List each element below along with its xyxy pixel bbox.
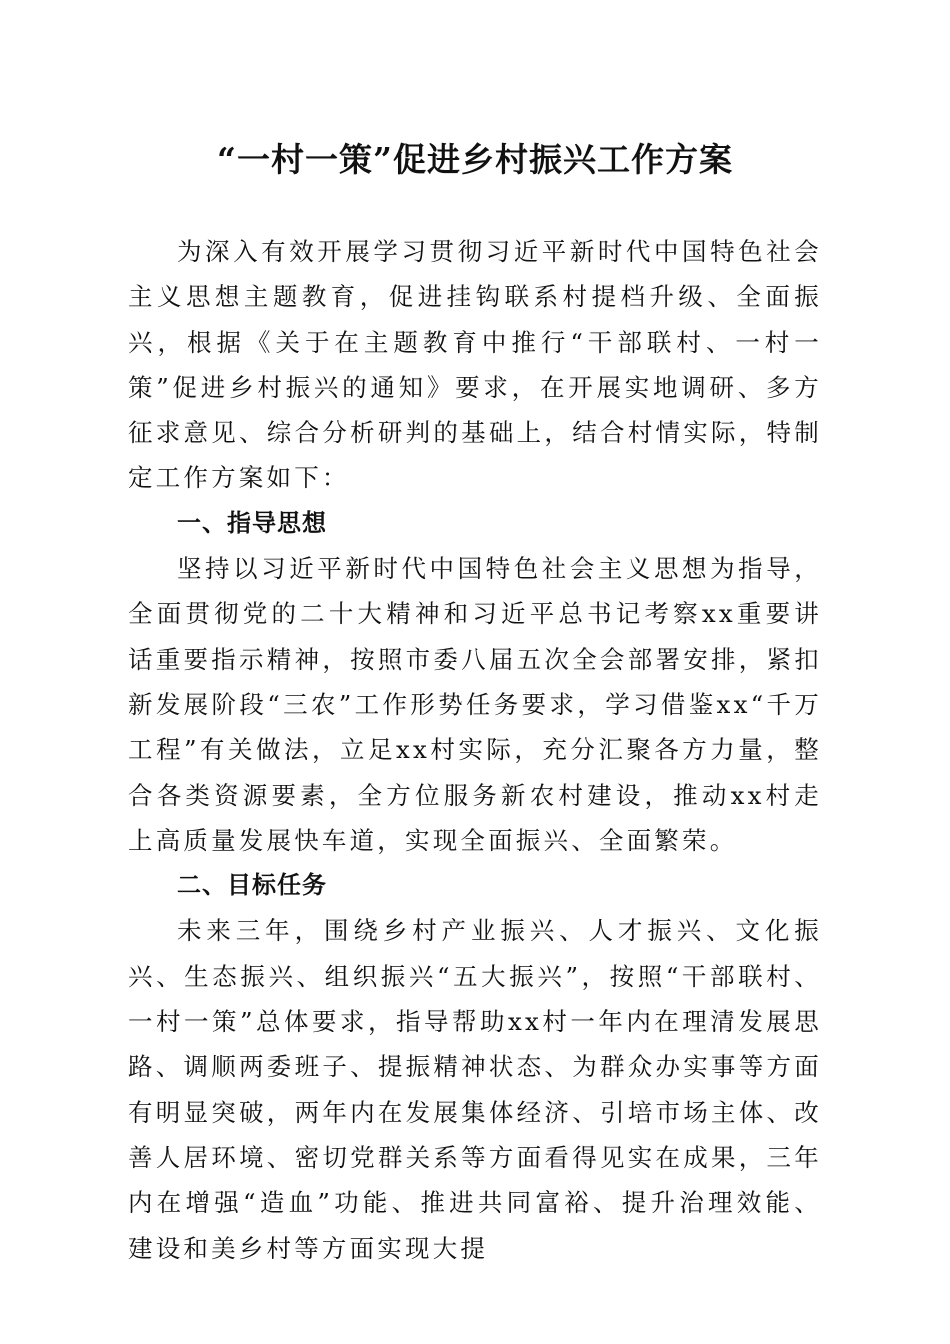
document-title: “一村一策”促进乡村振兴工作方案	[217, 140, 733, 179]
section-heading-guiding-ideology: 一、指导思想	[177, 508, 327, 537]
section-heading-goals-tasks: 二、目标任务	[177, 871, 327, 900]
intro-paragraph: 为深入有效开展学习贯彻习近平新时代中国特色社会主义思想主题教育，促进挂钩联系村提档升级、全面振兴，根据《关于在主题教育中推行“干部联村、一村一策”促进乡村振兴的通知》要求，在开展实地调研、多方征求意见、综合分析研判的基础上，结合村情实际，特制定工作方案如下：	[128, 237, 822, 493]
section-body-guiding-ideology: 坚持以习近平新时代中国特色社会主义思想为指导，全面贯彻党的二十大精神和习近平总书记考察xx重要讲话重要指示精神，按照市委八届五次全会部署安排，紧扣新发展阶段“三农”工作形势任务要求，学习借鉴xx“千万工程”有关做法，立足xx村实际，充分汇聚各方力量，整合各类资源要素，全方位服务新农村建设，推动xx村走上高质量发展快车道，实现全面振兴、全面繁荣。	[128, 554, 822, 855]
document-body	[128, 229, 822, 1271]
section-body-goals-tasks: 未来三年，围绕乡村产业振兴、人才振兴、文化振兴、生态振兴、组织振兴“五大振兴”，按照“干部联村、一村一策”总体要求，指导帮助xx村一年内在理清发展思路、调顺两委班子、提振精神状态、为群众办实事等方面有明显突破，两年内在发展集体经济、引培市场主体、改善人居环境、密切党群关系等方面看得见实在成果，三年内在增强“造血”功能、推进共同富裕、提升治理效能、建设和美乡村等方面实现大提	[128, 916, 822, 1263]
